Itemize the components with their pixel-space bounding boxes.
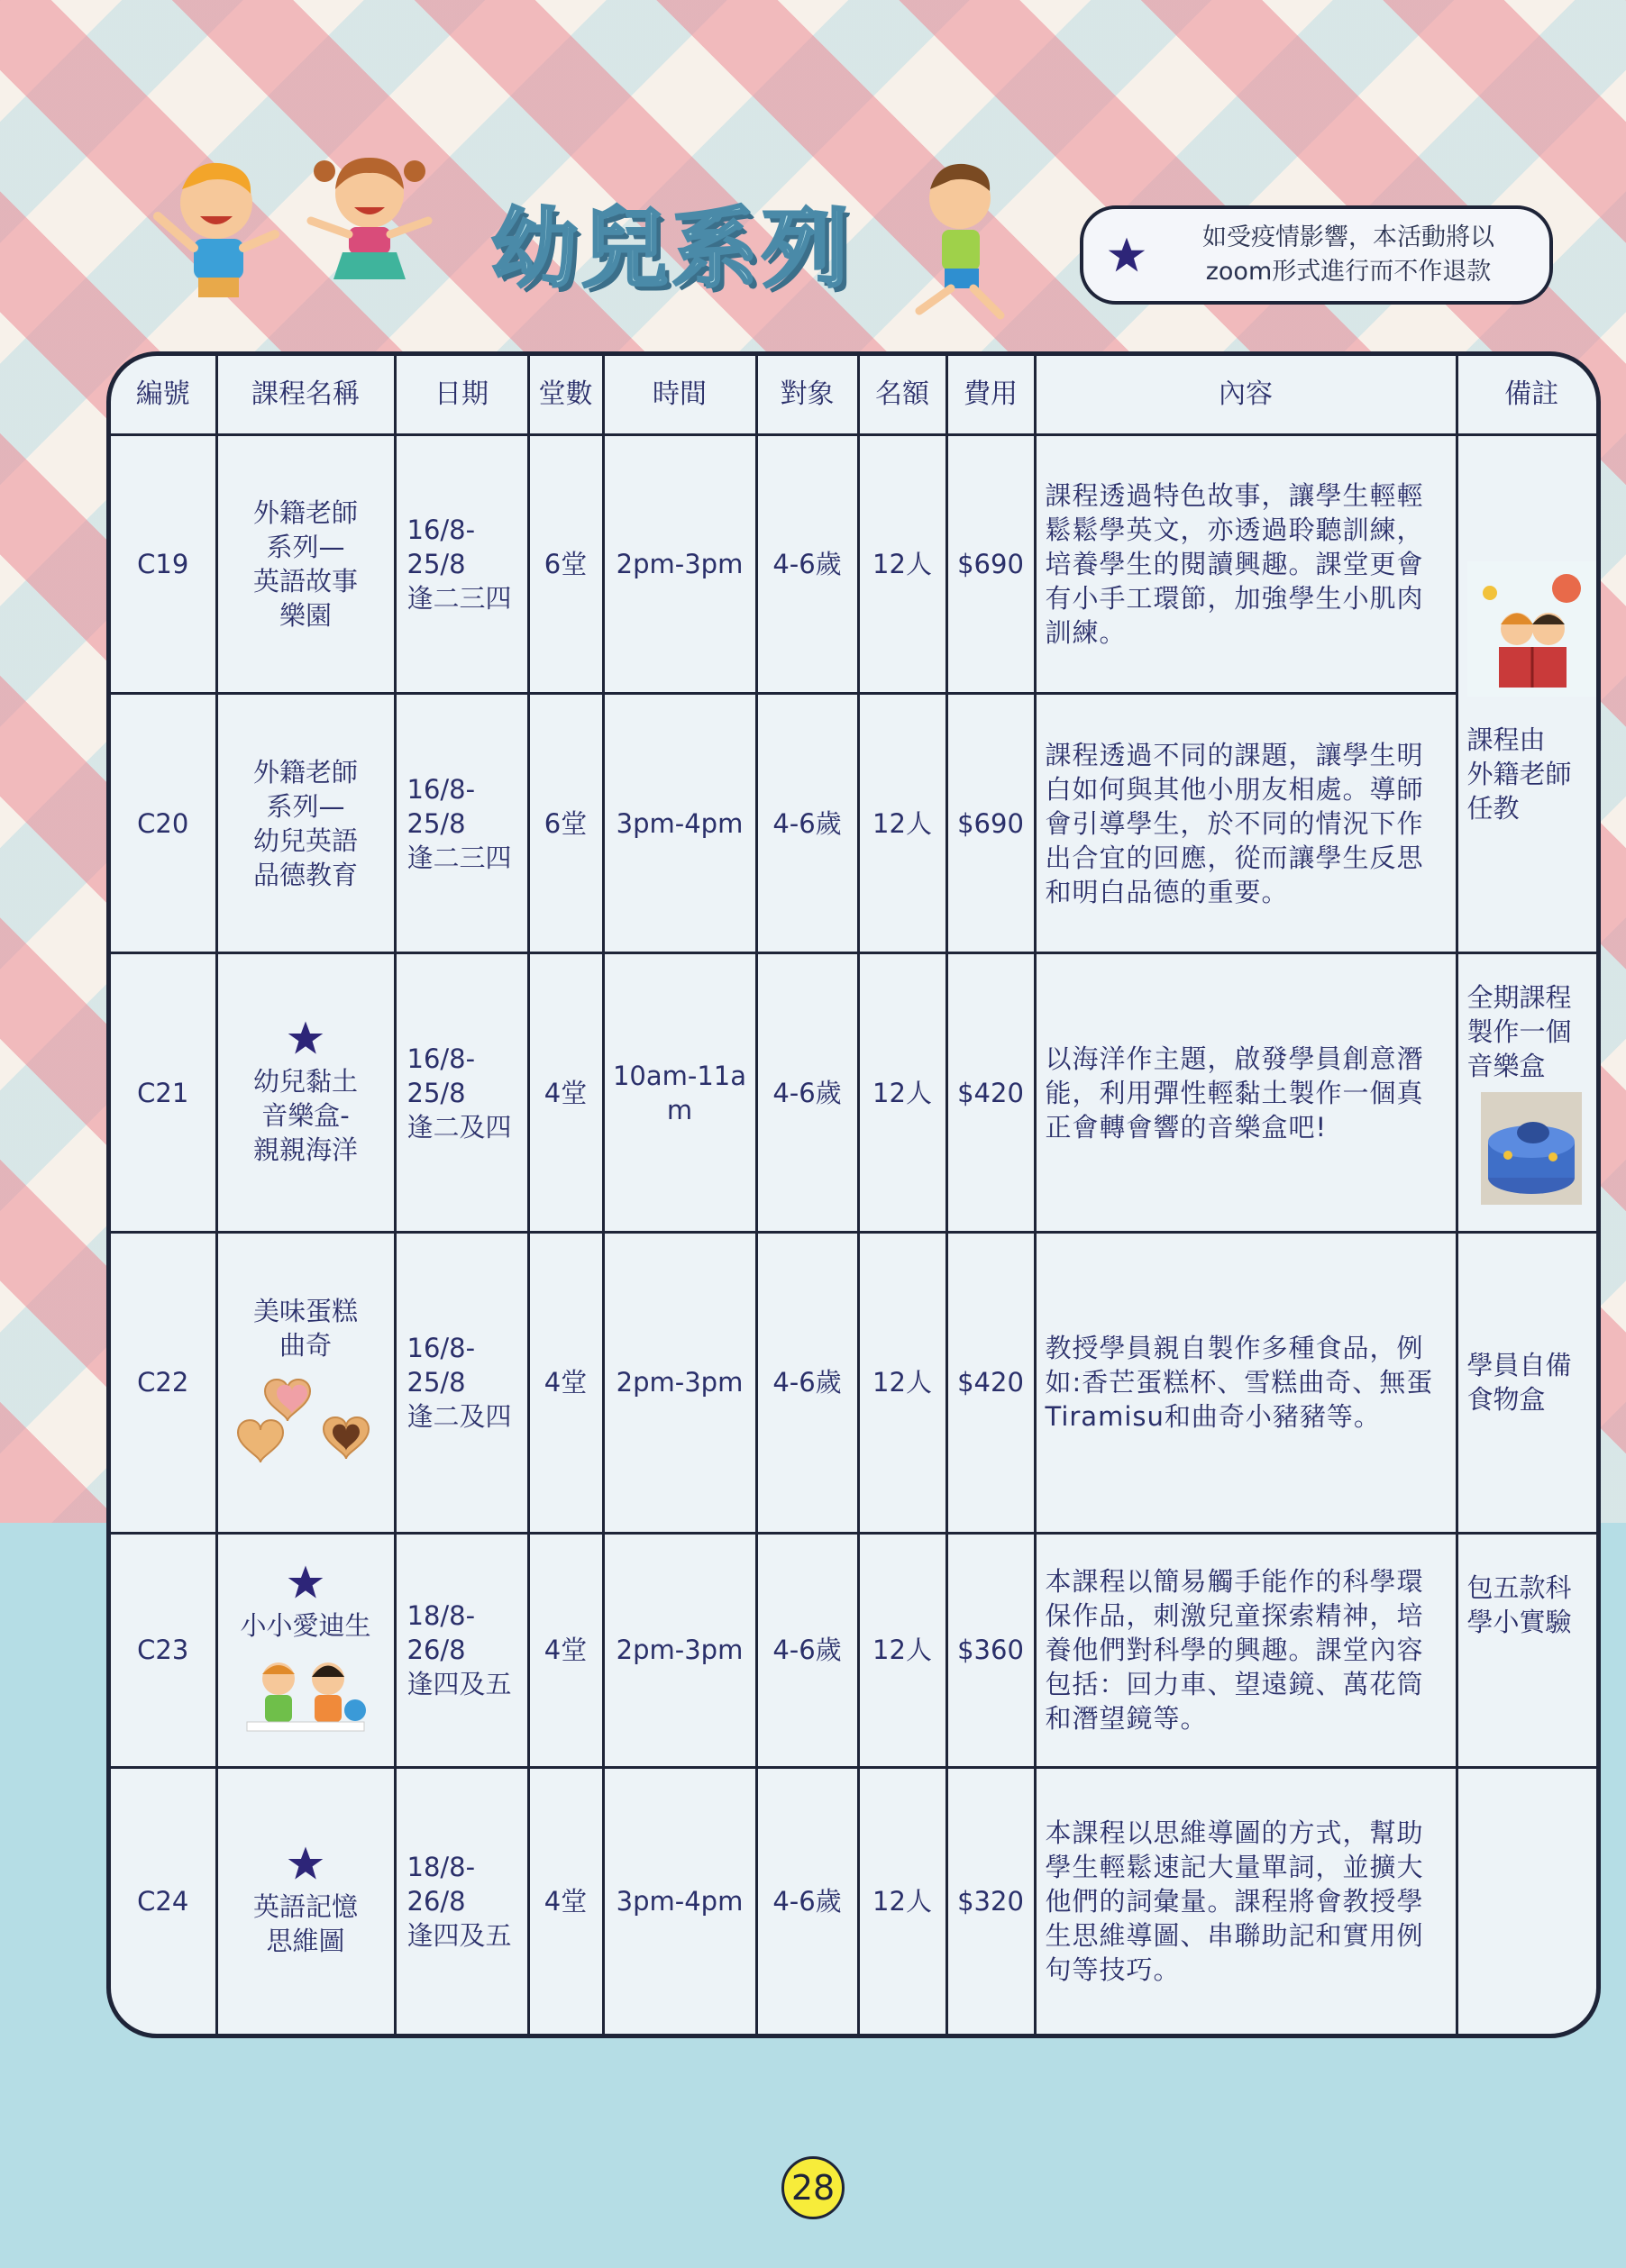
heart-cookies-icon	[233, 1371, 378, 1471]
course-fee: $420	[946, 952, 1035, 1232]
remark-line: 學小實驗	[1466, 1606, 1572, 1637]
table-row	[111, 1233, 1601, 1533]
table-row	[111, 1768, 1601, 2034]
course-age: 4-6歲	[756, 694, 858, 952]
date-line: 逢四及五	[406, 1920, 512, 1952]
star-icon	[287, 1844, 324, 1882]
course-name	[216, 1233, 395, 1533]
course-quota: 12人	[858, 1533, 946, 1767]
course-lessons: 4堂	[528, 1233, 603, 1533]
course-content: 課程透過特色故事，讓學生輕輕鬆鬆學英文，亦透過聆聽訓練，培養學生的閱讀興趣。課堂更會有小手工環節，加強學生小肌肉訓練。	[1035, 435, 1457, 694]
course-name-line: 小小愛迪生	[240, 1609, 371, 1641]
date-line: 逢二三四	[406, 842, 512, 873]
course-name	[216, 952, 395, 1232]
header-code: 編號	[111, 356, 216, 435]
remark-line: 學員自備	[1466, 1350, 1572, 1381]
header-fee: 費用	[946, 356, 1035, 435]
date-line: 26/8	[406, 1635, 466, 1666]
date-line: 16/8-	[406, 1333, 476, 1364]
course-quota: 12人	[858, 694, 946, 952]
course-time: 2pm-3pm	[603, 435, 756, 694]
table-row	[111, 435, 1601, 694]
course-code: C24	[111, 1768, 216, 2034]
course-name	[216, 435, 395, 694]
covid-notice-box	[1080, 205, 1553, 305]
course-remarks	[1457, 1233, 1601, 1533]
table-row	[111, 1533, 1601, 1767]
course-name-line: 幼兒黏土	[252, 1065, 358, 1097]
course-name-line: 音樂盒-	[261, 1099, 350, 1131]
course-date	[395, 435, 528, 694]
course-fee: $360	[946, 1533, 1035, 1767]
date-line: 25/8	[406, 549, 466, 580]
course-date	[395, 694, 528, 952]
header-age: 對象	[756, 356, 858, 435]
course-content: 本課程以簡易觸手能作的科學環保作品，刺激兒童探索精神，培養他們對科學的興趣。課堂內容包括：回力車、望遠鏡、萬花筒和潛望鏡等。	[1035, 1533, 1457, 1767]
course-time: 3pm-4pm	[603, 694, 756, 952]
date-line: 26/8	[406, 1886, 466, 1917]
course-remarks	[1457, 435, 1601, 953]
course-date	[395, 1533, 528, 1767]
course-code: C20	[111, 694, 216, 952]
course-lessons: 6堂	[528, 435, 603, 694]
header-course-name: 課程名稱	[216, 356, 395, 435]
course-name-line: 幼兒英語	[252, 824, 358, 856]
date-line: 25/8	[406, 1077, 466, 1108]
date-line: 16/8-	[406, 1043, 476, 1074]
course-age: 4-6歲	[756, 952, 858, 1232]
date-line: 逢四及五	[406, 1669, 512, 1700]
course-name-line: 系列—	[266, 790, 345, 822]
date-line: 逢二及四	[406, 1401, 512, 1433]
remark-line: 任教	[1466, 793, 1520, 824]
course-name-line: 親親海洋	[252, 1134, 358, 1165]
course-code: C19	[111, 435, 216, 694]
course-quota: 12人	[858, 952, 946, 1232]
course-name-line: 思維圖	[266, 1926, 345, 1957]
header-time: 時間	[603, 356, 756, 435]
page-title: 幼兒系列	[491, 198, 852, 299]
course-date	[395, 952, 528, 1232]
course-name-line: 系列—	[266, 532, 345, 563]
course-name-line: 品德教育	[252, 859, 358, 890]
course-content: 以海洋作主題，啟發學員創意潛能，利用彈性輕黏土製作一個真正會轉會響的音樂盒吧!	[1035, 952, 1457, 1232]
course-time: 2pm-3pm	[603, 1533, 756, 1767]
remark-line: 食物盒	[1466, 1384, 1546, 1416]
date-line: 逢二三四	[406, 583, 512, 615]
course-code: C23	[111, 1533, 216, 1767]
date-line: 25/8	[406, 807, 466, 839]
table-row	[111, 694, 1601, 952]
course-quota: 12人	[858, 1768, 946, 2034]
course-lessons: 4堂	[528, 1768, 603, 2034]
course-remarks	[1457, 952, 1601, 1232]
header-date: 日期	[395, 356, 528, 435]
course-fee: $690	[946, 694, 1035, 952]
course-table-container	[106, 351, 1601, 2038]
course-name-line: 外籍老師	[252, 497, 358, 529]
course-code: C22	[111, 1233, 216, 1533]
kids-science-illustration	[242, 1652, 369, 1737]
cartoon-girl-jumping-icon	[302, 144, 437, 302]
course-name-line: 英語記憶	[252, 1891, 358, 1923]
course-quota: 12人	[858, 1233, 946, 1533]
page-number-badge: 28	[781, 2156, 845, 2219]
star-icon	[287, 1019, 324, 1057]
course-time: 3pm-4pm	[603, 1768, 756, 2034]
date-line: 16/8-	[406, 773, 476, 805]
course-fee: $690	[946, 435, 1035, 694]
course-time: 2pm-3pm	[603, 1233, 756, 1533]
course-name-line: 美味蛋糕	[252, 1296, 358, 1327]
course-fee: $420	[946, 1233, 1035, 1533]
course-lessons: 6堂	[528, 694, 603, 952]
course-lessons: 4堂	[528, 952, 603, 1232]
course-code: C21	[111, 952, 216, 1232]
header-lessons: 堂數	[528, 356, 603, 435]
header-quota: 名額	[858, 356, 946, 435]
cartoon-boy-jumping-icon	[153, 153, 279, 315]
header-remarks: 備註	[1457, 356, 1601, 435]
remark-line: 音樂盒	[1466, 1051, 1546, 1082]
course-name	[216, 1533, 395, 1767]
course-date	[395, 1768, 528, 2034]
table-row	[111, 952, 1601, 1232]
course-name	[216, 1768, 395, 2034]
music-box-photo	[1481, 1092, 1582, 1205]
course-age: 4-6歲	[756, 1768, 858, 2034]
course-fee: $320	[946, 1768, 1035, 2034]
remark-line: 外籍老師	[1466, 759, 1572, 790]
course-remarks	[1457, 1533, 1601, 1767]
course-content: 本課程以思維導圖的方式，幫助學生輕鬆速記大量單詞，並擴大他們的詞彙量。課程將會教授學生思維導圖、串聯助記和實用例句等技巧。	[1035, 1768, 1457, 2034]
course-age: 4-6歲	[756, 435, 858, 694]
date-line: 18/8-	[406, 1600, 476, 1632]
course-name-line: 外籍老師	[252, 756, 358, 788]
course-remarks	[1457, 1768, 1601, 2034]
storybook-kids-illustration	[1467, 561, 1598, 697]
course-table	[111, 356, 1601, 2034]
course-age: 4-6歲	[756, 1533, 858, 1767]
course-lessons: 4堂	[528, 1533, 603, 1767]
date-line: 16/8-	[406, 515, 476, 546]
course-age: 4-6歲	[756, 1233, 858, 1533]
date-line: 25/8	[406, 1367, 466, 1398]
remark-line: 全期課程	[1466, 982, 1572, 1014]
course-name	[216, 694, 395, 952]
course-name-line: 英語故事	[252, 566, 358, 597]
star-icon	[1107, 235, 1146, 275]
course-quota: 12人	[858, 435, 946, 694]
remark-line: 製作一個	[1466, 1016, 1572, 1048]
star-icon	[287, 1563, 324, 1601]
course-content: 課程透過不同的課題，讓學生明白如何與其他小朋友相處。導師會引導學生，於不同的情況下作出合宜的回應，從而讓學生反思和明白品德的重要。	[1035, 694, 1457, 952]
course-name-line: 曲奇	[279, 1330, 332, 1362]
course-name-line: 樂園	[279, 600, 332, 632]
date-line: 逢二及四	[406, 1111, 512, 1143]
date-line: 18/8-	[406, 1852, 476, 1883]
remark-line: 課程由	[1466, 724, 1546, 756]
notice-line-2: zoom形式進行而不作退款	[1205, 258, 1492, 286]
cartoon-boy-running-icon	[901, 153, 1019, 324]
course-date	[395, 1233, 528, 1533]
notice-line-1: 如受疫情影響，本活動將以	[1202, 223, 1494, 251]
header-content: 內容	[1035, 356, 1457, 435]
course-time: 10am-11am	[603, 952, 756, 1232]
course-content: 教授學員親自製作多種食品，例如:香芒蛋糕杯、雪糕曲奇、無蛋Tiramisu和曲奇小豬豬等。	[1035, 1233, 1457, 1533]
remark-line: 包五款科	[1466, 1571, 1572, 1603]
table-header-row	[111, 356, 1601, 435]
